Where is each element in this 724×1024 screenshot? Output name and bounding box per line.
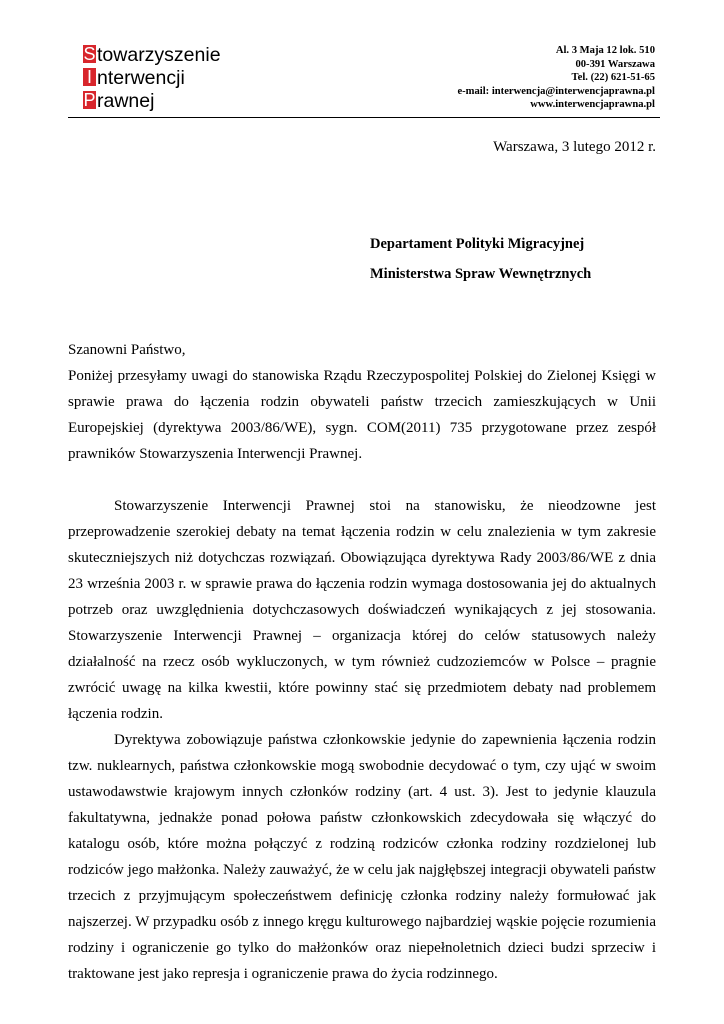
- recipient-department: Departament Polityki Migracyjnej: [370, 236, 585, 252]
- address-street: Al. 3 Maja 12 lok. 510: [555, 45, 655, 56]
- paragraph-2: Stowarzyszenie Interwencji Prawnej stoi na stanowisku, że nieodzowne jest przeprowadzenie szerokiej debaty na temat łączenia rodzin w celu znalezienia w tym zakresie skuteczniejszych niż dotychczas rozwiązań. Obowiązująca dyrektywa Rady 2003/86/WE z dnia 23 września 2003 r. w sprawie prawa do łączenia rodzin wymaga dostosowania jej do aktualnych potrzeb oraz uwzględnienia dotychczasowych doświadczeń wynikających z jej stosowania. Stowarzyszenie Interwencji Prawnej – organizacja której do celów statusowych należy działalność na rzecz osób wykluczonych, w tym również cudzoziemców w Polsce – pragnie zwrócić uwagę na kilka kwestii, które powinny stać się przedmiotem debaty nad problemem łączenia rodzin.: [68, 498, 656, 722]
- logo-initial-i: I: [83, 68, 96, 86]
- paragraph-1: Poniżej przesyłamy uwagi do stanowiska Rządu Rzeczypospolitej Polskiej do Zielonej Księgi w sprawie prawa do łączenia rodzin obywateli państw trzecich zamieszkujących w Unii Europejskiej (dyrektywa 2003/86/WE), sygn. COM(2011) 735 przygotowane przez zespół prawników Stowarzyszenia Interwencji Prawnej.: [68, 368, 656, 462]
- recipient-ministry: Ministerstwa Spraw Wewnętrznych: [370, 266, 592, 282]
- letter-date: Warszawa, 3 lutego 2012 r.: [493, 139, 656, 155]
- recipient-block: [370, 235, 591, 283]
- logo-word-1: towarzyszenie: [97, 44, 221, 66]
- salutation: Szanowni Państwo,: [68, 342, 186, 358]
- address-email: e-mail: interwencja@interwencjaprawna.pl: [457, 85, 655, 97]
- logo-initial-p: P: [83, 90, 96, 110]
- logo-line-3: [83, 90, 221, 113]
- logo-line-1: [83, 44, 221, 67]
- logo-word-3: rawnej: [97, 90, 155, 112]
- address-phone: Tel. (22) 621-51-65: [571, 72, 655, 84]
- header-divider: [68, 117, 660, 118]
- address-website: www.interwencjaprawna.pl: [530, 99, 655, 111]
- address-block: [457, 44, 655, 112]
- logo-line-2: [83, 67, 221, 90]
- paragraph-3: Dyrektywa zobowiązuje państwa członkowskie jedynie do zapewnienia łączenia rodzin tzw. nuklearnych, państwa członkowskie mogą swobodnie decydować o tym, czy ująć w swoim ustawodawstwie krajowym innych członków rodziny (art. 4 ust. 3). Jest to jedynie klauzula fakultatywna, jednakże ponad połowa państw członkowskich zdecydowała się włączyć do katalogu osób, które można połączyć z rodziną rodziców członka rodziny rozdzielonej lub rodziców jego małżonka. Należy zauważyć, że w celu jak najgłębszej integracji obywateli państw trzecich z przyjmującym społeczeństwem definicję członka rodziny należy formułować jak najszerzej. W przypadku osób z innego kręgu kulturowego najbardziej wąskie pojęcie rozumienia rodziny i ograniczenie go tylko do małżonków oraz niepełnoletnich dzieci budzi sprzeciw i traktowane jest jako represja i ograniczenie prawa do życia rodzinnego.: [68, 732, 656, 982]
- letter-body: [68, 337, 656, 987]
- organization-logo: [83, 44, 221, 113]
- logo-word-2: nterwencji: [97, 67, 185, 89]
- address-postal: 00-391 Warszawa: [575, 58, 655, 70]
- logo-initial-s: S: [83, 44, 96, 64]
